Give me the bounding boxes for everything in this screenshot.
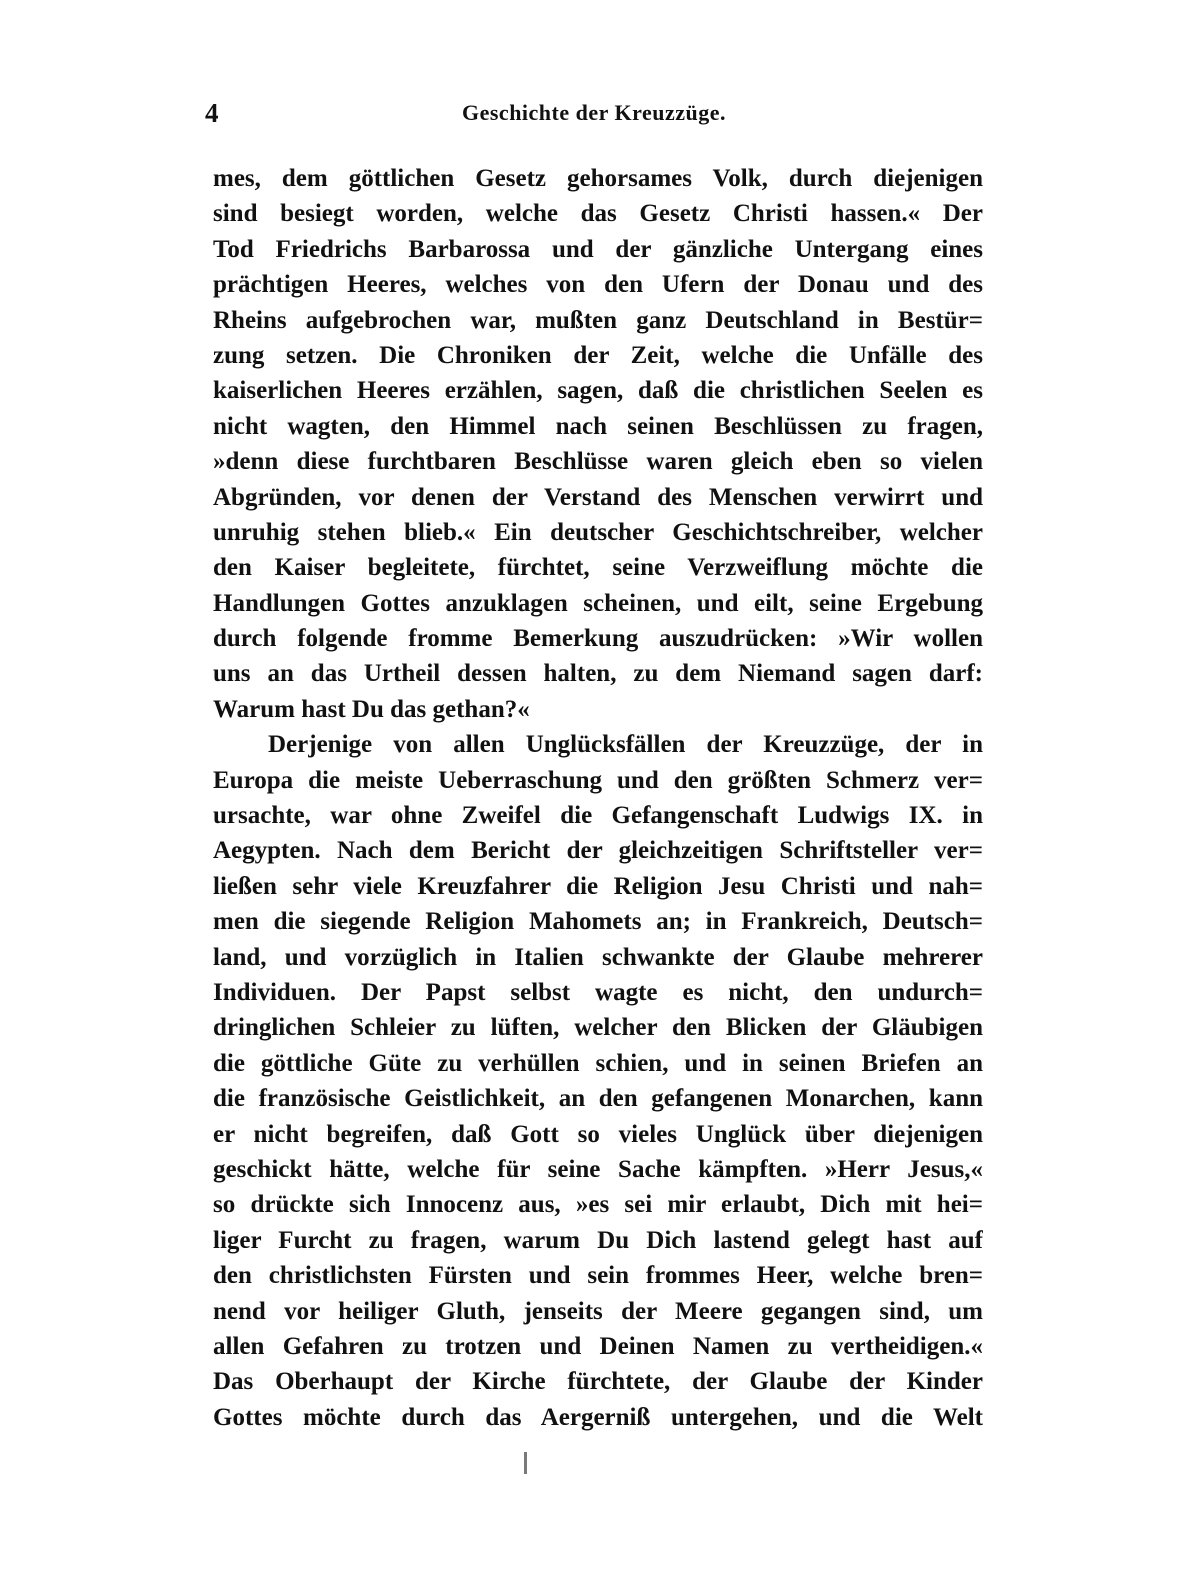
page-number: 4	[205, 98, 219, 128]
text-line: kaiserlichen Heeres erzählen, sagen, daß die christlichen Seelen es	[213, 377, 983, 405]
text-line: nend vor heiliger Gluth, jenseits der Meere gegangen sind, um	[213, 1297, 983, 1325]
text-line: Tod Friedrichs Barbarossa und der gänzliche Untergang eines	[213, 235, 983, 263]
text-line: die göttliche Güte zu verhüllen schien, und in seinen Briefen an	[213, 1049, 983, 1077]
text-line: Warum hast Du das gethan?«	[213, 695, 530, 723]
text-line: geschickt hätte, welche für seine Sache kämpften. »Herr Jesus,«	[213, 1155, 983, 1183]
text-line: die französische Geistlichkeit, an den gefangenen Monarchen, kann	[213, 1085, 983, 1113]
text-line: Individuen. Der Papst selbst wagte es nicht, den undurch=	[213, 978, 983, 1006]
text-line: land, und vorzüglich in Italien schwankte der Glaube mehrerer	[213, 943, 983, 971]
text-line: Handlungen Gottes anzuklagen scheinen, und eilt, seine Ergebung	[213, 589, 983, 617]
text-line: Gottes möchte durch das Aergerniß untergehen, und die Welt	[213, 1403, 983, 1431]
text-line: sind besiegt worden, welche das Gesetz Christi hassen.« Der	[213, 200, 983, 228]
running-title: Geschichte der Kreuzzüge.	[461, 100, 727, 125]
text-line: liger Furcht zu fragen, warum Du Dich lastend gelegt hast auf	[213, 1226, 983, 1254]
text-line: den christlichsten Fürsten und sein frommes Heer, welche bren=	[213, 1262, 983, 1290]
text-line: Derjenige von allen Unglücksfällen der Kreuzzüge, der in	[268, 731, 983, 759]
paragraph-2	[213, 727, 983, 1435]
text-line: prächtigen Heeres, welches von den Ufern der Donau und des	[213, 271, 983, 299]
text-line: Abgründen, vor denen der Verstand des Menschen verwirrt und	[213, 483, 983, 511]
text-line: den Kaiser begleitete, fürchtet, seine Verzweiflung möchte die	[213, 554, 983, 582]
text-line: »denn diese furchtbaren Beschlüsse waren gleich eben so vielen	[213, 448, 983, 476]
text-line: unruhig stehen blieb.« Ein deutscher Geschichtschreiber, welcher	[213, 518, 983, 546]
text-line: uns an das Urtheil dessen halten, zu dem Niemand sagen darf:	[213, 660, 983, 688]
text-line: er nicht begreifen, daß Gott so vieles Unglück über diejenigen	[213, 1120, 983, 1148]
text-line: Das Oberhaupt der Kirche fürchtete, der Glaube der Kinder	[213, 1368, 983, 1396]
body-text	[213, 161, 983, 1435]
text-line: Aegypten. Nach dem Bericht der gleichzeitigen Schriftsteller ver=	[213, 837, 983, 865]
text-line: nicht wagten, den Himmel nach seinen Beschlüssen zu fragen,	[213, 412, 983, 440]
text-line: mes, dem göttlichen Gesetz gehorsames Volk, durch diejenigen	[213, 165, 983, 192]
text-line: Rheins aufgebrochen war, mußten ganz Deutschland in Bestür=	[213, 306, 983, 334]
text-line: men die siegende Religion Mahomets an; in Frankreich, Deutsch=	[213, 908, 983, 936]
text-line: allen Gefahren zu trotzen und Deinen Namen zu vertheidigen.«	[213, 1332, 983, 1360]
paragraph-1	[213, 161, 983, 727]
scan-speck	[524, 1452, 527, 1474]
text-line: ließen sehr viele Kreuzfahrer die Religion Jesu Christi und nah=	[213, 872, 983, 900]
text-line: so drückte sich Innocenz aus, »es sei mir erlaubt, Dich mit hei=	[213, 1191, 983, 1219]
page-header	[205, 95, 983, 131]
text-line: ursachte, war ohne Zweifel die Gefangenschaft Ludwigs IX. in	[213, 802, 983, 830]
text-line: Europa die meiste Ueberraschung und den größten Schmerz ver=	[213, 766, 983, 794]
text-line: zung setzen. Die Chroniken der Zeit, welche die Unfälle des	[213, 341, 983, 369]
text-line: dringlichen Schleier zu lüften, welcher den Blicken der Gläubigen	[213, 1014, 983, 1042]
text-line: durch folgende fromme Bemerkung auszudrücken: »Wir wollen	[213, 625, 983, 653]
